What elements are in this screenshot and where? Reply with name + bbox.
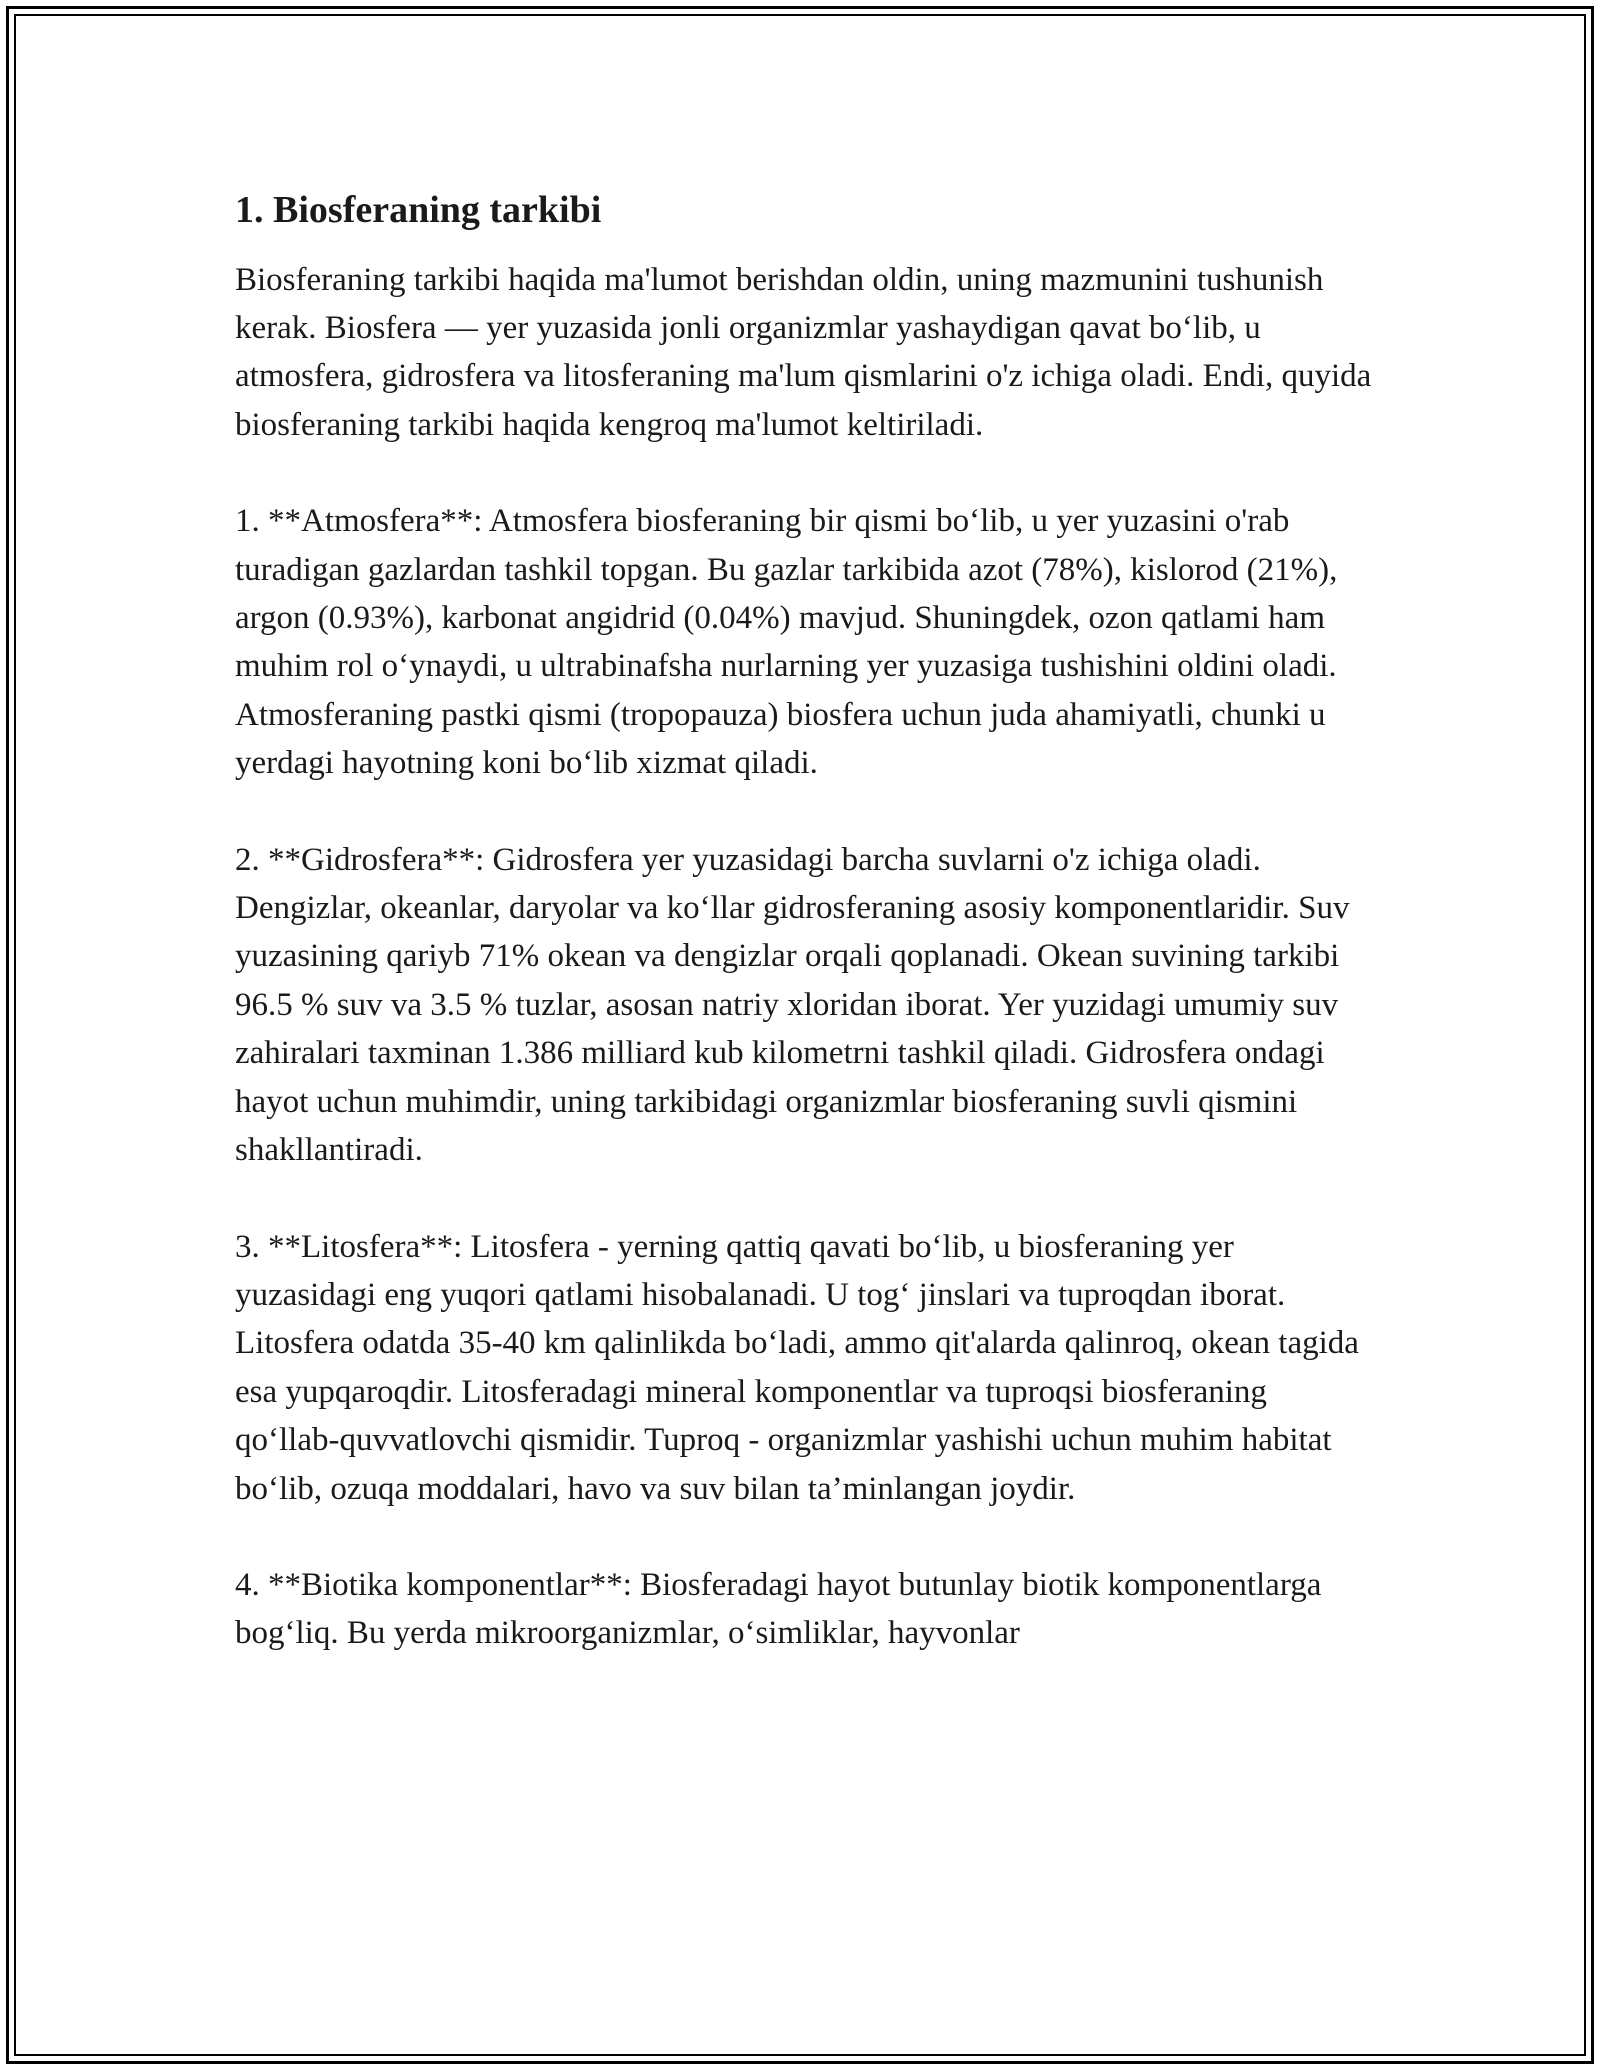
litosfera-paragraph: 3. **Litosfera**: Litosfera - yerning qattiq qavati bo‘lib, u biosferaning yer yuzasidagi eng yuqori qatlami hisobalanadi. U tog‘ jinslari va tuproqdan iborat. Litosfera odatda 35-40 km qalinlikda bo‘ladi, ammo qit'alarda qalinroq, okean tagida esa yupqaroqdir. Litosferadagi mineral komponentlar va tuproqsi biosferaning qo‘llab-quvvatlovchi qismidir. Tuproq - organizmlar yashishi uchun muhim habitat bo‘lib, ozuqa moddalari, havo va suv bilan ta’minlangan joydir. <box>235 1228 1359 1507</box>
section-heading: 1. Biosferaning tarkibi <box>235 189 602 231</box>
gidrosfera-paragraph: 2. **Gidrosfera**: Gidrosfera yer yuzasidagi barcha suvlarni o'z ichiga oladi. Dengizlar, okeanlar, daryolar va ko‘llar gidrosferaning asosiy komponentlaridir. Suv yuzasining qariyb 71% okean va dengizlar orqali qoplanadi. Okean suvining tarkibi 96.5 % suv va 3.5 % tuzlar, asosan natriy xloridan iborat. Yer yuzidagi umumiy suv zahiralari taxminan 1.386 milliard kub kilometrni tashkil qiladi. Gidrosfera ondagi hayot uchun muhimdir, uning tarkibidagi organizmlar biosferaning suvli qismini shakllantiradi. <box>235 841 1350 1169</box>
atmosfera-paragraph: 1. **Atmosfera**: Atmosfera biosferaning bir qismi bo‘lib, u yer yuzasini o'rab turadigan gazlardan tashkil topgan. Bu gazlar tarkibida azot (78%), kislorod (21%), argon (0.93%), karbonat angidrid (0.04%) mavjud. Shuningdek, ozon qatlami ham muhim rol o‘ynaydi, u ultrabinafsha nurlarning yer yuzasiga tushishini oldini oladi. Atmosferaning pastki qismi (tropopauza) biosfera uchun juda ahamiyatli, chunki u yerdagi hayotning koni bo‘lib xizmat qiladi. <box>235 503 1338 782</box>
document-body <box>235 188 1375 1706</box>
intro-paragraph: Biosferaning tarkibi haqida ma'lumot berishdan oldin, uning mazmunini tushunish kerak. Biosfera — yer yuzasida jonli organizmlar yashaydigan qavat bo‘lib, u atmosfera, gidrosfera va litosferaning ma'lum qismlarini o'z ichiga oladi. Endi, quyida biosferaning tarkibi haqida kengroq ma'lumot keltiriladi. <box>235 261 1372 443</box>
biotika-paragraph: 4. **Biotika komponentlar**: Biosferadagi hayot butunlay biotik komponentlarga bog‘liq. Bu yerda mikroorganizmlar, o‘simliklar, hayvonlar <box>235 1566 1322 1652</box>
